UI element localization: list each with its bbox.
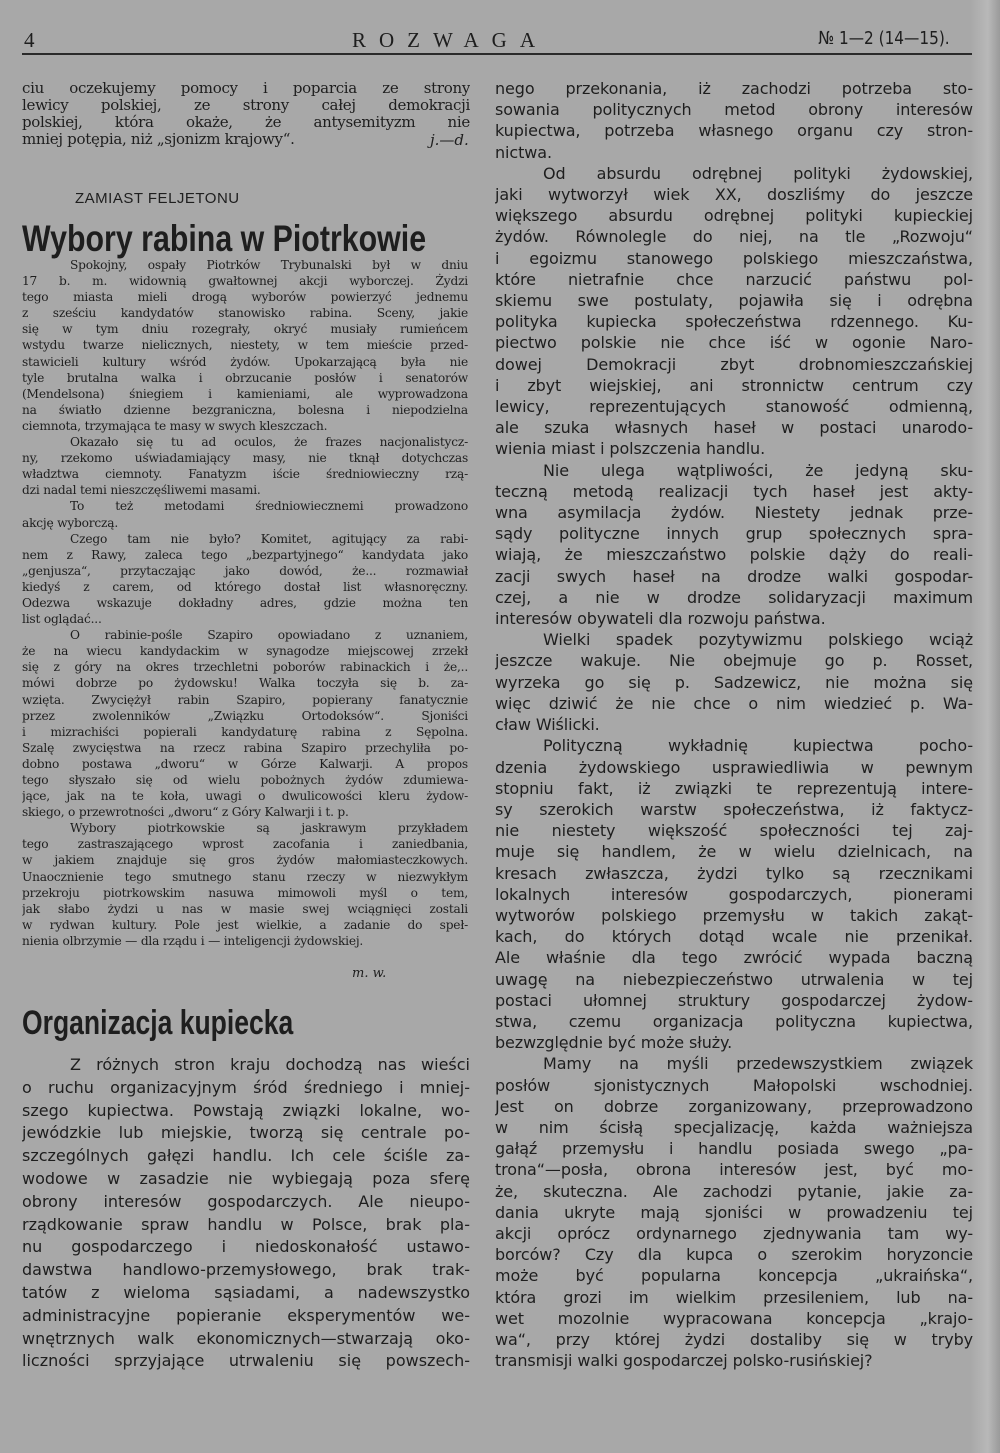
lead-column-text xyxy=(22,80,470,148)
text-line: mówi dobrze po żydowsku! Walka toczyła się b. za- xyxy=(22,676,468,691)
text-line: przez zwolenników „Związku Ortodoksów“. Sjoniści xyxy=(22,708,468,723)
text-line: Polityczną wykładnię kupiectwa pocho- xyxy=(543,736,973,756)
text-line: kiedyś z carem, od którego dostał list własnoręczny. xyxy=(22,579,468,594)
text-line: ale szuka własnych haseł w postaci unarodo- xyxy=(495,418,973,438)
text-line: w rydwan kultury. Pole jest wielkie, a zadanie do speł- xyxy=(22,917,468,932)
text-line: liczności sprzyjające utrwaleniu się powszech- xyxy=(22,1351,470,1371)
text-line: jące, jak na te koła, uwagi o dwulicowości kleru żydow- xyxy=(22,789,468,804)
text-line: piectwo polskie nie chce iść w ogonie Naro- xyxy=(495,333,973,353)
text-line: list oglądać... xyxy=(22,612,102,627)
text-line: wet mozolnie wypracowana koncepcja „krajo- xyxy=(495,1308,973,1328)
article-kicker: ZAMIAST FELJETONU xyxy=(75,190,240,207)
text-line: cław Wiślicki. xyxy=(495,715,600,735)
text-line: na światło dzienne bezgraniczna, bolesna i niepodzielna xyxy=(22,402,468,417)
text-line: i zbyt wiejskiej, ani stronnictw centrum czy xyxy=(495,375,973,395)
text-line: Ale właśnie dla tego zwrócić wypada baczną xyxy=(495,948,973,968)
text-line: z sześciu kandydatów stanowisko rabina. Sceny, jakie xyxy=(22,306,468,321)
article-title-organizacja: Organizacja kupiecka xyxy=(22,1004,294,1042)
text-line: borców? Czy dla kupca o szerokim horyzoncie xyxy=(495,1245,973,1265)
text-line: które nietrafnie chce narzucić państwu pol- xyxy=(495,269,973,289)
text-line: Wybory piotrkowskie są jaskrawym przykładem xyxy=(70,821,468,836)
text-line: może być popularna koncepcja „ukraińska“, xyxy=(495,1266,973,1286)
text-line: że, skuteczna. Ale zachodzi pytanie, jakie za- xyxy=(495,1181,973,1201)
text-line: skiego, o przewrotności „dworu“ z Góry Kalwarji i t. p. xyxy=(22,805,349,820)
text-line: w jakiem znajduje się gros żydów małomiasteczkowych. xyxy=(22,853,468,868)
text-line: ny, rzekomo uświadamiający masy, nie tknął dotychczas xyxy=(22,451,468,466)
issue-number: № 1—2 (14—15). xyxy=(818,28,950,49)
torn-page-edge xyxy=(970,0,1000,1453)
text-line: kresach zwłaszcza, żydzi tylko są rzecznikami xyxy=(495,863,973,883)
text-line: sądy polityczne innych grup społecznych spra- xyxy=(495,524,973,544)
text-line: tatów z wieloma sąsiadami, a nadewszystko xyxy=(22,1282,470,1302)
text-line: Jest on dobrze zorganizowany, przeprowadzono xyxy=(495,1096,973,1116)
text-line: Z różnych stron kraju dochodzą nas wieści xyxy=(70,1055,470,1074)
text-line: polityka kupiecka społeczeństwa rdzennego. Ku- xyxy=(495,312,973,332)
text-line: O rabinie-pośle Szapiro opowiadano z uznaniem, xyxy=(70,628,468,643)
text-line: dzi nadal temi nieszczęśliwemi masami. xyxy=(22,483,261,498)
article-signature: m. w. xyxy=(352,966,387,981)
text-line: lewicy, reprezentujących stanowość odmienną, xyxy=(495,397,973,417)
text-line: szczególnych gałęzi handlu. Ich cele ściśle za- xyxy=(22,1146,470,1166)
text-line: czej, a nie w drodze solidaryzacji maximum xyxy=(495,587,973,607)
text-line: żydów. Równolegle do niej, na tle „Rozwoju“ xyxy=(495,227,973,247)
text-line: posłów sjonistycznych Małopolski wschodniej. xyxy=(495,1075,973,1095)
text-line: Szalę zwycięstwa na rzecz rabina Szapiro przechyliła po- xyxy=(22,740,468,755)
text-line: tego słyszało się od wielu pobożnych żydów zdumiewa- xyxy=(22,773,468,787)
masthead: ROZWAGA xyxy=(352,28,548,52)
text-line: teczną metodą realizacji tych haseł jest akty- xyxy=(495,481,973,501)
text-line: Od absurdu odrębnej polityki żydowskiej, xyxy=(543,163,973,183)
text-line: transmisji walki gospodarczej polsko-rusińskiej? xyxy=(495,1351,873,1371)
article-title: Wybory rabina w Piotrkowie xyxy=(22,218,427,259)
text-line: sy szerokich warstw społeczeństwa, iż faktycz- xyxy=(495,799,973,819)
text-line: nego przekonania, iż zachodzi potrzeba sto- xyxy=(495,79,973,98)
text-line: lokalnych interesów gospodarczych, pionerami xyxy=(495,884,973,904)
article-body-left xyxy=(22,1054,470,1373)
text-line: wnętrznych walk ekonomicznych—stwarzają oko- xyxy=(22,1328,470,1348)
text-line: się w tym dniu rozegrały, okryć musiały rumieńcem xyxy=(22,322,468,337)
text-line: kach, do których dotąd wcale nie przenikał. xyxy=(495,927,973,947)
text-line: Czego tam nie było? Komitet, agitujący za rabi- xyxy=(70,531,468,546)
text-line: dawstwa handlowo-przemysłowego, brak trak- xyxy=(22,1260,470,1280)
text-line: jewódzkie lub miejskie, tworzą się centrale po- xyxy=(22,1123,470,1143)
text-line: 17 b. m. widownią gwałtownej akcji wyborczej. Żydzi xyxy=(22,274,468,289)
text-line: lewicy polskiej, ze strony całej demokracji xyxy=(22,97,470,114)
text-line: większego absurdu odrębnej polityki kupieckiej xyxy=(495,206,973,226)
text-line: i egoizmu stanowego polskiego mieszczaństwa, xyxy=(495,248,973,268)
text-line: że na wiecu kandydackim w synagodze miejscowej zrzekł xyxy=(22,644,468,659)
text-line: ciemnota, trzymająca te masy w swych kleszczach. xyxy=(22,418,328,433)
text-line: się z góry na okres trzechletni poborów rabinackich i że,.. xyxy=(22,660,468,675)
text-line: nu gospodarczego i niedoskonałość ustawo- xyxy=(22,1237,470,1257)
text-line: tyle brutalna walka i obrzucanie posłów i senatorów xyxy=(22,370,468,385)
text-line: „genjusza“, przytaczając jako dowód, że... rozmawiał xyxy=(22,563,468,578)
text-line: To też metodami średniowiecznemi prowadzono xyxy=(70,499,468,514)
text-line: Okazało się tu ad oculos, że frazes nacjonalistycz- xyxy=(70,435,468,450)
text-line: tego miasta mieli drogą wyborów powierzyć jednemu xyxy=(22,290,468,305)
text-line: stawicieli kultury wśród żydów. Upokarzającą była nie xyxy=(22,354,468,369)
text-line: ciu oczekujemy pomocy i poparcia ze strony xyxy=(22,80,470,97)
text-line: w nim ścisłą specjalizację, każda ważniejsza xyxy=(495,1117,973,1137)
text-line: obrony interesów gospodarczych. Ale nieupo- xyxy=(22,1191,470,1211)
text-line: wna asymilacja żydów. Niestety jednak prze- xyxy=(495,503,973,523)
text-line: zacji swych haseł na drodze walki gospodar- xyxy=(495,566,973,586)
text-line: jak słabo żydzi u nas w masie swej wciągnięci zostali xyxy=(22,901,468,916)
text-line: trona“—posła, obrona interesów jest, być mo- xyxy=(495,1160,973,1180)
text-line: akcji oprócz ordynarnego zjednywania tam wy- xyxy=(495,1223,973,1243)
text-line: wiają, że mieszczaństwo polskie dąży do reali- xyxy=(495,545,973,565)
text-line: nie niestety większość społeczności tej zaj- xyxy=(495,821,973,841)
text-line: która grozi im wielkim przesileniem, lub na- xyxy=(495,1287,973,1307)
text-line: interesów obywateli dla rozwoju państwa. xyxy=(495,609,826,629)
text-line: wytworów polskiego przemysłu w takich zakąt- xyxy=(495,905,973,925)
text-line: nem z Rawy, zaleca tego „bezpartyjnego“ kandydata jako xyxy=(22,547,468,562)
text-line: dzenia żydowskiego usprawiedliwia w pewnym xyxy=(495,757,973,777)
text-line: wa“, przy której żydzi dostaliby się w tryby xyxy=(495,1329,973,1349)
text-line: sowania politycznych metod obrony interesów xyxy=(495,100,973,120)
text-line: Mamy na myśli przedewszystkiem związek xyxy=(543,1054,973,1074)
text-line: władztwa ciemnoty. Fanatyzm iście średniowieczny rzą- xyxy=(22,467,468,482)
text-line: szego kupiectwa. Powstają związki lokalne, wo- xyxy=(22,1100,470,1120)
text-line: skiemu swe postulaty, pojawiła się i odrębna xyxy=(495,291,973,311)
text-line: o ruchu organizacyjnym śród średniego i mniej- xyxy=(22,1077,470,1097)
text-line: nictwa. xyxy=(495,142,552,162)
text-line: (Mendelsona) śniegiem i kamieniami, ale wyprowadzona xyxy=(22,386,468,401)
text-line: muje się handlem, że w wielu dzielnicach, na xyxy=(495,842,973,862)
text-line: Unaocznienie tego smutnego stanu rzeczy w niezwykłym xyxy=(22,869,468,884)
text-line: tego zastraszającego wprost zacofania i zaniedbania, xyxy=(22,837,468,852)
text-line: jaki wytworzył wiek XX, doszliśmy do jeszcze xyxy=(495,185,973,205)
text-line: Spokojny, ospały Piotrków Trybunalski był w dniu xyxy=(70,258,468,272)
text-line: i mizrachiści popierali kandydaturę rabina z Sępolna. xyxy=(22,724,468,739)
header-rule xyxy=(22,53,972,55)
page-number: 4 xyxy=(24,28,35,52)
text-line: jeszcze wakuje. Nie obejmuje go p. Rosset, xyxy=(495,651,973,671)
text-line: przekroju piotrkowskim nasuwa mimowoli myśl o tem, xyxy=(22,885,468,900)
text-line: wodowe w zasadzie nie wybiegają poza sferę xyxy=(22,1168,470,1188)
text-line: nienia olbrzymie — dla rządu i — inteligencji żydowskiej. xyxy=(22,933,364,948)
text-line: polskiej, która okaże, że antysemityzm nie xyxy=(22,114,470,131)
text-line: dobno postawa „dworu“ w Górze Kalwarji. A propos xyxy=(22,756,468,771)
text-line: postaci ułomnej struktury gospodarczej żydow- xyxy=(495,990,973,1010)
text-line: kupiectwa, potrzeba własnego organu czy stron- xyxy=(495,121,973,141)
text-line: mniej potępia, niż „sjonizm krajowy“. xyxy=(22,131,295,148)
text-line: administracyjne popieranie eksperymentów we- xyxy=(22,1305,470,1325)
text-line: Wielki spadek pozytywizmu polskiego wciąż xyxy=(543,630,973,650)
text-line: stopniu fakt, iż związki te reprezentują intere- xyxy=(495,778,973,798)
text-line: wzięta. Zwyciężył rabin Szapiro, popierany fanatycznie xyxy=(22,692,468,707)
text-line: uwagę na niebezpieczeństwo utrwalenia w tej xyxy=(495,969,973,989)
text-line: więc dziwić że nie chce o nim wiedzieć p. Wa- xyxy=(495,693,973,713)
text-line: wienia miast i polszczenia handlu. xyxy=(495,439,766,459)
text-line: Nie ulega wątpliwości, że jedyną sku- xyxy=(543,460,973,480)
text-line: Odezwa wskazuje dokładny adres, gdzie można ten xyxy=(22,595,468,610)
text-line: akcję wyborczą. xyxy=(22,515,119,530)
article-body-right xyxy=(495,78,973,1371)
text-line: stwa, czemu organizacja polityczna kupiectwa, xyxy=(495,1011,973,1031)
text-line: wstydu twarze nielicznych, niestety, w tem mieście przed- xyxy=(22,338,468,353)
text-line: dowej Demokracji zbyt drobnomieszczańskiej xyxy=(495,354,973,374)
text-line: dania ukryte mają sjoniści w prowadzeniu tej xyxy=(495,1202,973,1222)
lead-signature: j.—d. xyxy=(430,131,469,149)
article-body xyxy=(22,257,468,949)
text-line: bezwzględnie być może służy. xyxy=(495,1033,733,1053)
text-line: rządkowanie spraw handlu w Polsce, brak pla- xyxy=(22,1214,470,1234)
text-line: gałąź przemysłu i handlu posiada swego „pa- xyxy=(495,1139,973,1159)
text-line: wyrzeka go się p. Sadzewicz, nie można się xyxy=(495,672,973,692)
